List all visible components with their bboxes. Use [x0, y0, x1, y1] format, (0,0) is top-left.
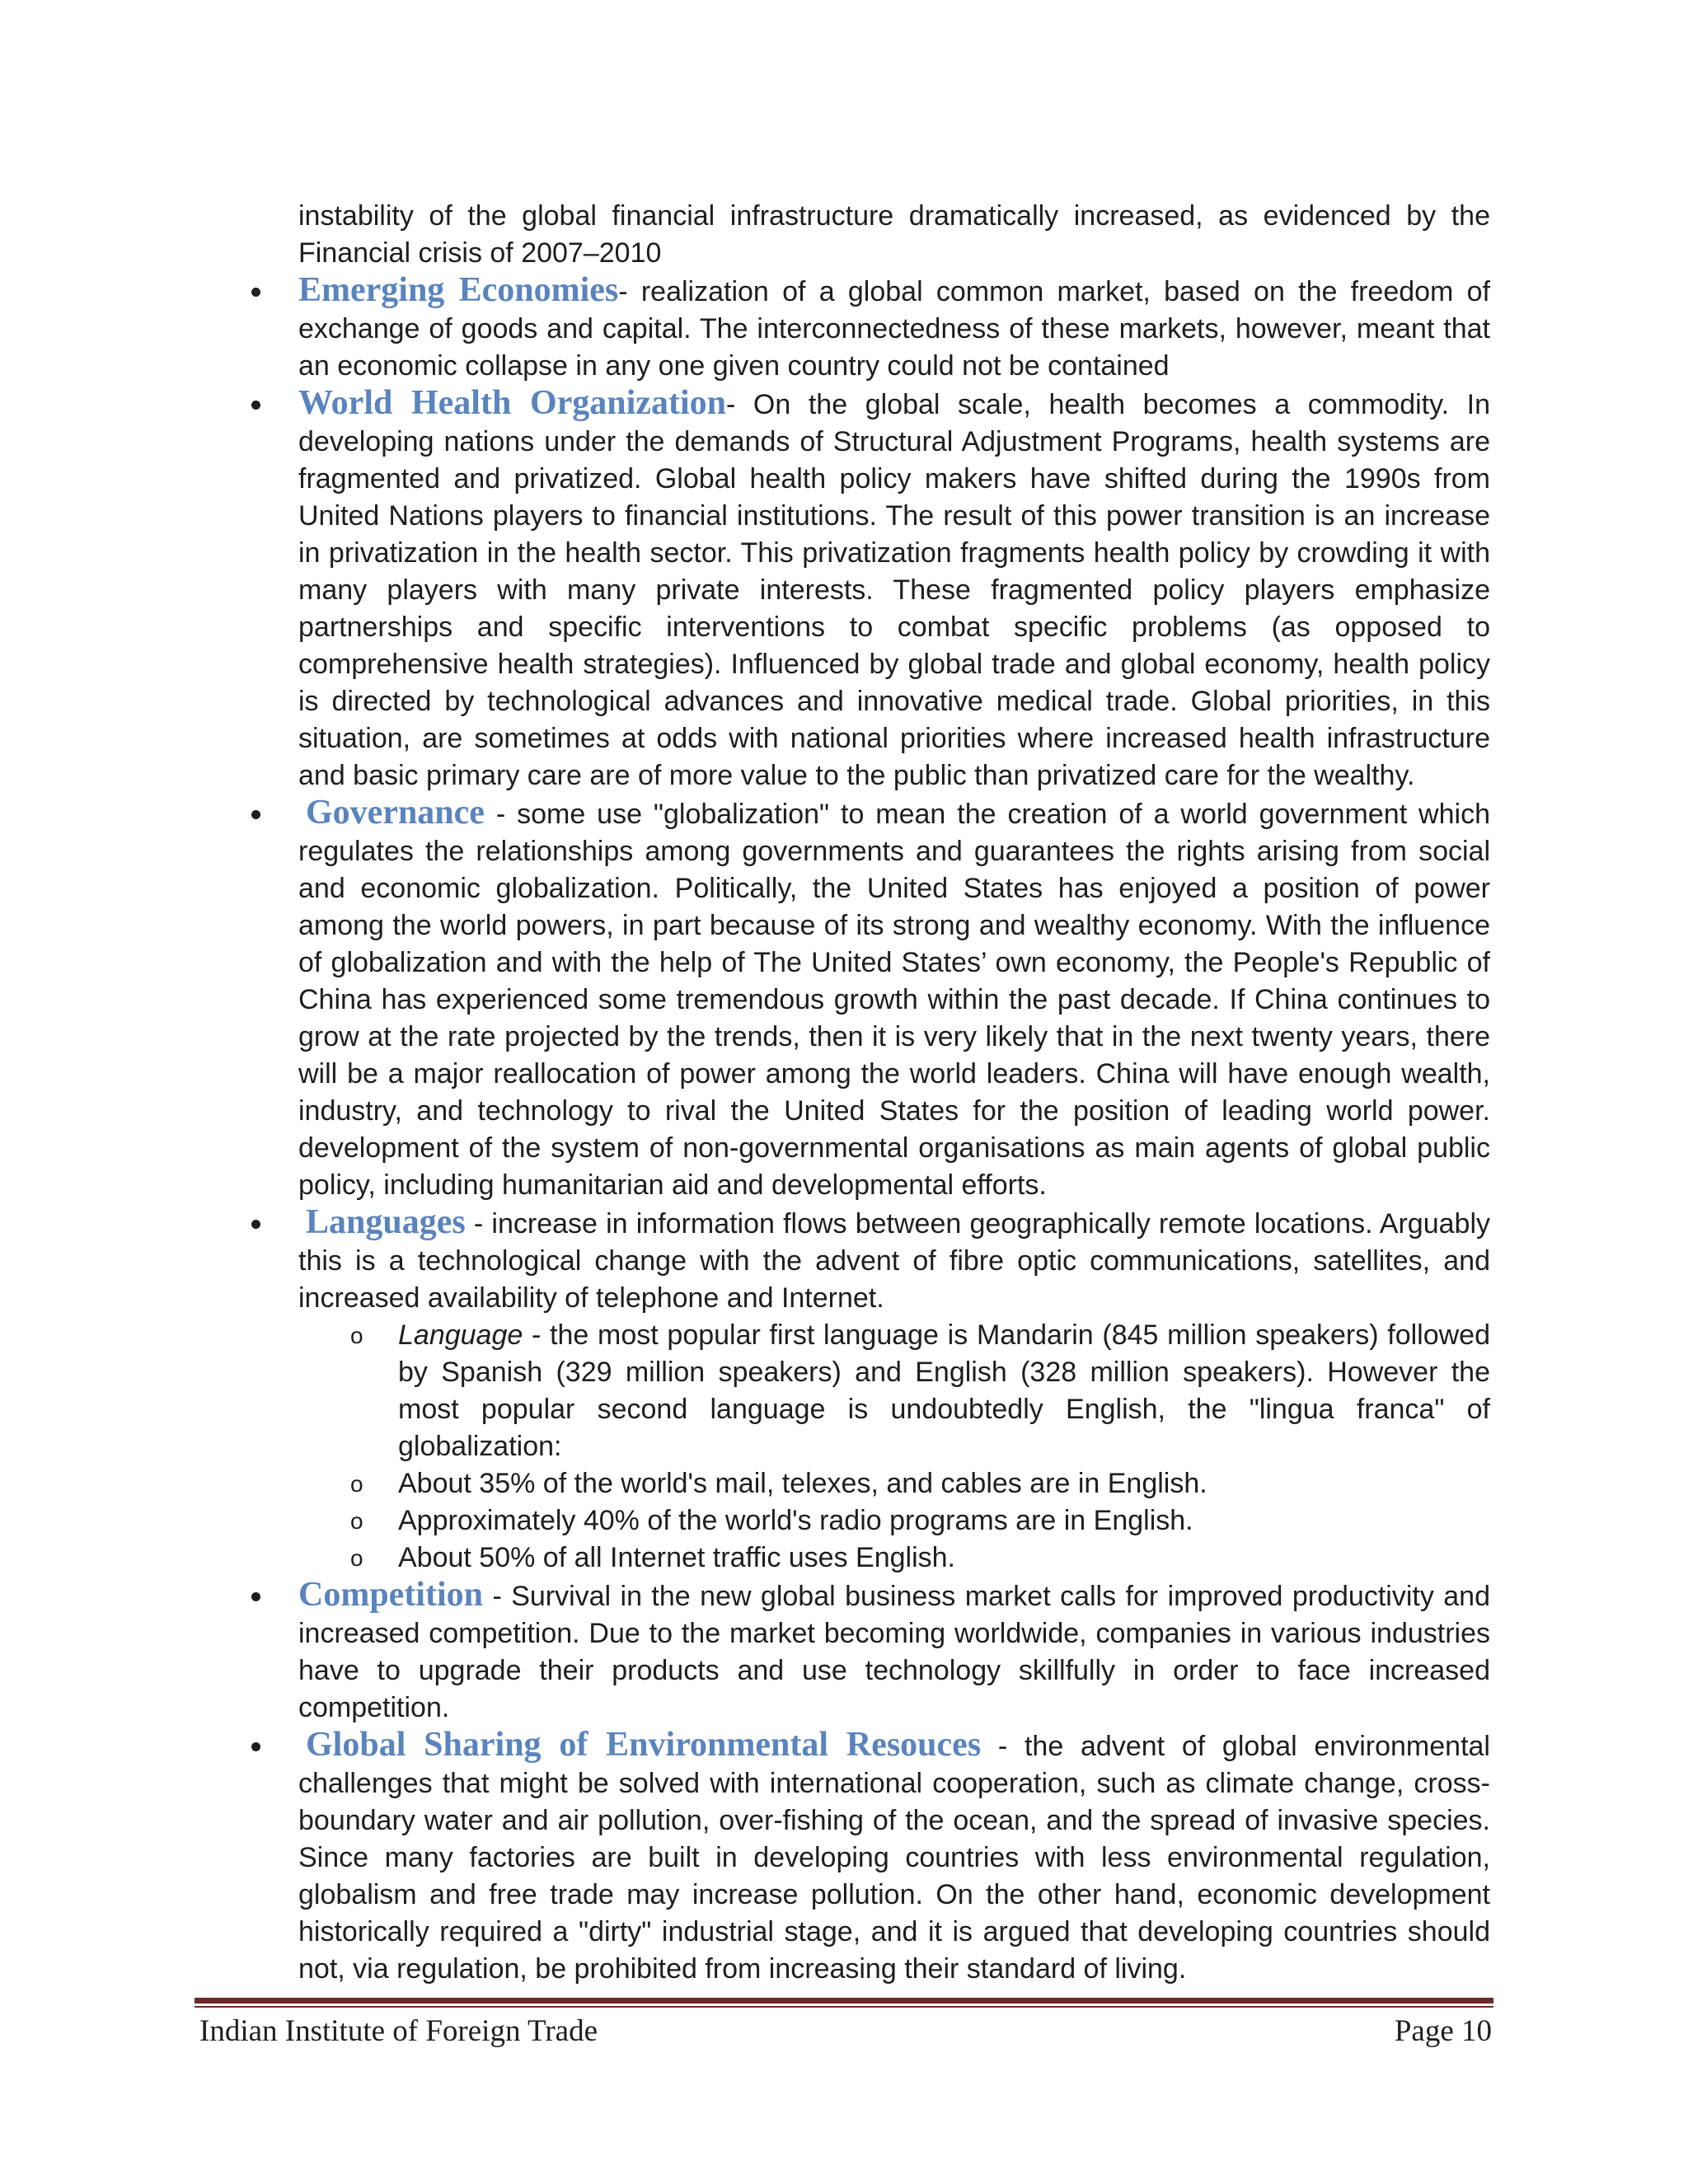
section-text: - Survival in the new global business market calls for improved productivity and increased competition. Due to the market becoming worldwide, companies in various industries have to upgrade their products and use technology skillfully in order to face increased competition.	[298, 1581, 1490, 1723]
section-heading: Languages	[306, 1203, 466, 1241]
section-text: - realization of a global common market, based on the freedom of exchange of goods and capital. The interconnectedness of these markets, however, meant that an economic collapse in any one given country could not be contained	[298, 276, 1490, 382]
bullet-icon	[251, 401, 260, 410]
sub-item-text: - the most popular first language is Mandarin (845 million speakers) followed by Spanish (329 million speakers) and English (328 million speakers). However the most popular second language is undoubtedly English, the "lingua franca" of globalization:	[398, 1319, 1490, 1462]
section-heading: Emerging Economies	[298, 271, 619, 309]
bullet-languages	[298, 1204, 1490, 1577]
circle-bullet-icon: o	[350, 1471, 363, 1497]
sub-item-text: About 35% of the world's mail, telexes, and cables are in English.	[398, 1468, 1207, 1499]
bullet-icon	[251, 288, 260, 297]
bullet-icon	[251, 1220, 260, 1229]
document-body	[298, 198, 1490, 1988]
intro-paragraph: instability of the global financial infrastructure dramatically increased, as evidenced by the Financial crisis of 2007–2010	[298, 200, 1490, 269]
bullet-icon	[251, 1592, 260, 1601]
bullet-icon	[251, 1742, 260, 1751]
section-text: - On the global scale, health becomes a commodity. In developing nations under the demands of Structural Adjustment Programs, health systems are fragmented and privatized. Global health policy makers have shifted during the 1990s from United Nations players to financial institutions. The result of this power transition is an increase in privatization in the health sector. This privatization fragments health policy by crowding it with many players with many private interests. These fragmented policy players emphasize partnerships and specific interventions to combat specific problems (as opposed to comprehensive health strategies). Influenced by global trade and global economy, health policy is directed by technological advances and innovative medical trade. Global priorities, in this situation, are sometimes at odds with national priorities where increased health infrastructure and basic primary care are of more value to the public than privatized care for the wealthy.	[298, 389, 1490, 791]
bullet-competition	[298, 1577, 1490, 1727]
bullet-governance	[298, 794, 1490, 1204]
bullet-emerging-economies	[298, 272, 1490, 385]
circle-bullet-icon: o	[350, 1545, 363, 1571]
section-text: - some use "globalization" to mean the creation of a world government which regulates the relationships among governments and guarantees the rights arising from social and economic globalization. Politically, the United States has enjoyed a position of power among the world powers, in part because of its strong and wealthy economy. With the influence of globalization and with the help of The United States’ own economy, the People's Republic of China has experienced some tremendous growth within the past decade. If China continues to grow at the rate projected by the trends, then it is very likely that in the next twenty years, there will be a major reallocation of power among the world leaders. China will have enough wealth, industry, and technology to rival the United States for the position of leading world power. development of the system of non-governmental organisations as main agents of global public policy, including humanitarian aid and developmental efforts.	[298, 799, 1490, 1201]
section-text: - increase in information flows between geographically remote locations. Arguably this is a technological change with the advent of fibre optic communications, satellites, and increased availability of telephone and Internet.	[298, 1208, 1490, 1314]
section-heading: Competition	[298, 1576, 483, 1614]
page-number: Page 10	[1394, 2014, 1492, 2048]
bullet-global-sharing	[298, 1727, 1490, 1988]
sub-list-item	[350, 1465, 1490, 1502]
sub-list-item	[350, 1317, 1490, 1465]
footer-divider	[195, 1998, 1493, 2004]
sub-item-emphasis: Language	[398, 1319, 523, 1351]
bullet-icon	[251, 810, 260, 819]
languages-sub-list	[298, 1317, 1490, 1577]
section-heading: Governance	[306, 794, 485, 832]
circle-bullet-icon: o	[350, 1508, 363, 1534]
bullet-world-health-organization	[298, 385, 1490, 794]
sub-item-text: Approximately 40% of the world's radio programs are in English.	[398, 1505, 1193, 1536]
section-heading: Global Sharing of Environmental Resouces	[306, 1726, 982, 1764]
section-heading: World Health Organization	[298, 384, 726, 422]
sub-list-item	[350, 1502, 1490, 1540]
sub-list-item	[350, 1540, 1490, 1577]
circle-bullet-icon: o	[350, 1323, 363, 1348]
section-text: - the advent of global environmental challenges that might be solved with international cooperation, such as climate change, cross-boundary water and air pollution, over-fishing of the ocean, and the spread of invasive species. Since many factories are built in developing countries with less environmental regulation, globalism and free trade may increase pollution. On the other hand, economic development historically required a "dirty" industrial stage, and it is argued that developing countries should not, via regulation, be prohibited from increasing their standard of living.	[298, 1731, 1490, 1985]
footer-divider-thin	[195, 2006, 1493, 2008]
sub-item-text: About 50% of all Internet traffic uses English.	[398, 1542, 955, 1573]
footer-institute: Indian Institute of Foreign Trade	[199, 2014, 598, 2048]
